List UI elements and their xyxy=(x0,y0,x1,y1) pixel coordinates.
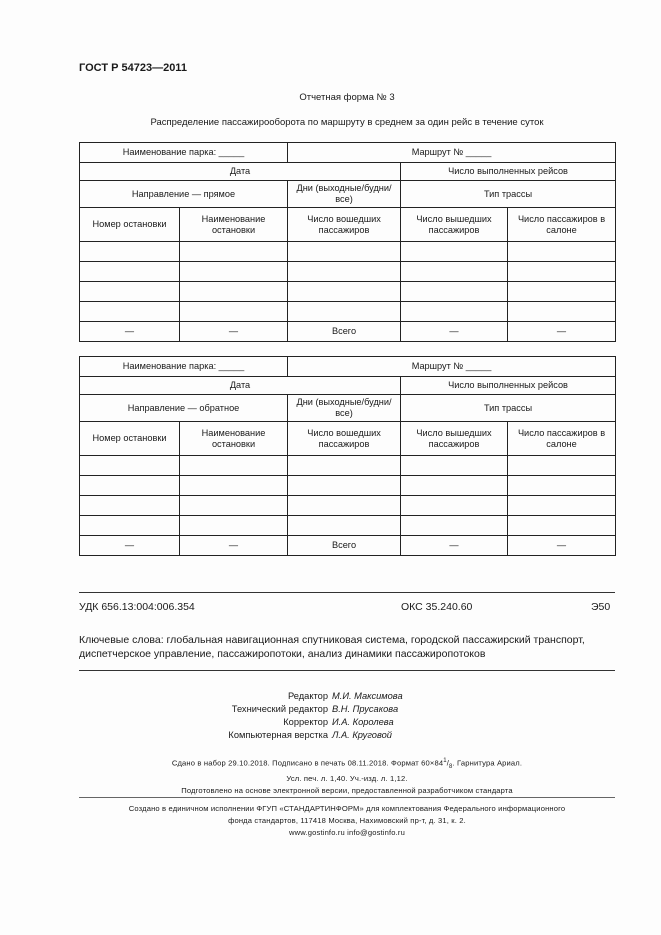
staff-list xyxy=(180,690,480,742)
table-row xyxy=(80,496,616,516)
classification-code: Э50 xyxy=(591,601,611,613)
publisher-line: Создано в единичном исполнении ФГУП «СТАНДАРТИНФОРМ» для комплектования Федерального информационного xyxy=(128,804,566,813)
publisher-line: фонда стандартов, 117418 Москва, Нахимовский пр-т, д. 31, к. 2. xyxy=(228,816,466,825)
track-type-cell: Тип трассы xyxy=(401,181,616,208)
total-label: Всего xyxy=(288,322,401,342)
park-name-cell: Наименование парка: _____ xyxy=(80,357,288,377)
publisher-divider xyxy=(79,797,615,798)
staff-name: И.А. Королева xyxy=(332,717,394,727)
total-row xyxy=(80,322,616,342)
total-label: Всего xyxy=(288,536,401,556)
staff-row xyxy=(180,729,480,742)
standard-number: ГОСТ Р 54723—2011 xyxy=(79,62,187,74)
table-row xyxy=(80,282,616,302)
total-cell: — xyxy=(180,536,288,556)
keywords: Ключевые слова: глобальная навигационная спутниковая система, городской пассажирский транспорт, диспетчерское управление, пассажиропотоки, анализ динамики пассажиропотоков xyxy=(79,634,585,660)
print-line: Сдано в набор 29.10.2018. Подписано в печать 08.11.2018. Формат $60\times 84^1/_8$. Гарнитура Ариал. xyxy=(171,758,523,771)
staff-name: В.Н. Прусакова xyxy=(332,704,399,714)
staff-name: М.И. Максимова xyxy=(332,691,403,701)
report-table-forward xyxy=(79,142,616,342)
format-denominator: 8 xyxy=(449,764,453,771)
footer-divider xyxy=(79,592,615,593)
staff-role: Технический редактор xyxy=(231,704,328,714)
table-row xyxy=(80,302,616,322)
trips-count-cell: Число выполненных рейсов xyxy=(401,377,616,395)
track-type-cell: Тип трассы xyxy=(401,395,616,422)
trips-count-cell: Число выполненных рейсов xyxy=(401,163,616,181)
total-cell: — xyxy=(80,322,180,342)
staff-row xyxy=(180,690,480,703)
column-header: Номер остановки xyxy=(80,208,180,242)
print-dates: Сдано в набор 29.10.2018. Подписано в печать 08.11.2018. Формат 60×84 xyxy=(171,758,444,768)
column-header: Число пассажиров в салоне xyxy=(508,422,616,456)
direction-cell: Направление — прямое xyxy=(80,181,288,208)
park-name-cell: Наименование парка: _____ xyxy=(80,143,288,163)
format-numerator: 1 xyxy=(443,758,447,764)
date-cell: Дата xyxy=(80,163,401,181)
total-cell: — xyxy=(401,322,508,342)
column-header: Число вошедших пассажиров xyxy=(288,422,401,456)
print-line: Подготовлено на основе электронной версии, предоставленной разработчиком стандарта xyxy=(181,786,513,796)
print-line: Усл. печ. л. 1,40. Уч.-изд. л. 1,12. xyxy=(286,774,408,784)
table-row xyxy=(80,262,616,282)
column-header: Номер остановки xyxy=(80,422,180,456)
staff-role: Редактор xyxy=(287,691,328,701)
total-cell: — xyxy=(401,536,508,556)
route-number-cell: Маршрут № _____ xyxy=(288,357,616,377)
form-subtitle: Распределение пассажирооборота по маршруту в среднем за один рейс в течение суток xyxy=(150,117,544,128)
publisher-line: www.gostinfo.ru info@gostinfo.ru xyxy=(289,828,405,837)
column-header: Число вышедших пассажиров xyxy=(401,422,508,456)
total-row xyxy=(80,536,616,556)
form-title: Отчетная форма № 3 xyxy=(299,92,395,103)
staff-row xyxy=(180,716,480,729)
oks-code: ОКС 35.240.60 xyxy=(401,601,473,613)
days-cell: Дни (выходные/будни/все) xyxy=(288,181,401,208)
route-number-cell: Маршрут № _____ xyxy=(288,143,616,163)
table-row xyxy=(80,242,616,262)
table-row xyxy=(80,476,616,496)
column-header: Число вышедших пассажиров xyxy=(401,208,508,242)
print-font: . Гарнитура Ариал. xyxy=(452,758,523,768)
days-cell: Дни (выходные/будни/все) xyxy=(288,395,401,422)
date-cell: Дата xyxy=(80,377,401,395)
staff-role: Корректор xyxy=(283,717,328,727)
total-cell: — xyxy=(508,322,616,342)
table-row xyxy=(80,456,616,476)
total-cell: — xyxy=(508,536,616,556)
keywords-divider xyxy=(79,670,615,671)
publisher-info xyxy=(79,803,615,839)
udk-code: УДК 656.13:004:006.354 xyxy=(79,601,195,613)
total-cell: — xyxy=(180,322,288,342)
column-header: Наименование остановки xyxy=(180,208,288,242)
total-cell: — xyxy=(80,536,180,556)
staff-name: Л.А. Круговой xyxy=(332,730,392,740)
column-header: Наименование остановки xyxy=(180,422,288,456)
direction-cell: Направление — обратное xyxy=(80,395,288,422)
table-row xyxy=(80,516,616,536)
column-header: Число пассажиров в салоне xyxy=(508,208,616,242)
staff-row xyxy=(180,703,480,716)
staff-role: Компьютерная верстка xyxy=(228,730,328,740)
report-table-backward xyxy=(79,356,616,556)
print-details xyxy=(79,755,615,797)
column-header: Число вошедших пассажиров xyxy=(288,208,401,242)
